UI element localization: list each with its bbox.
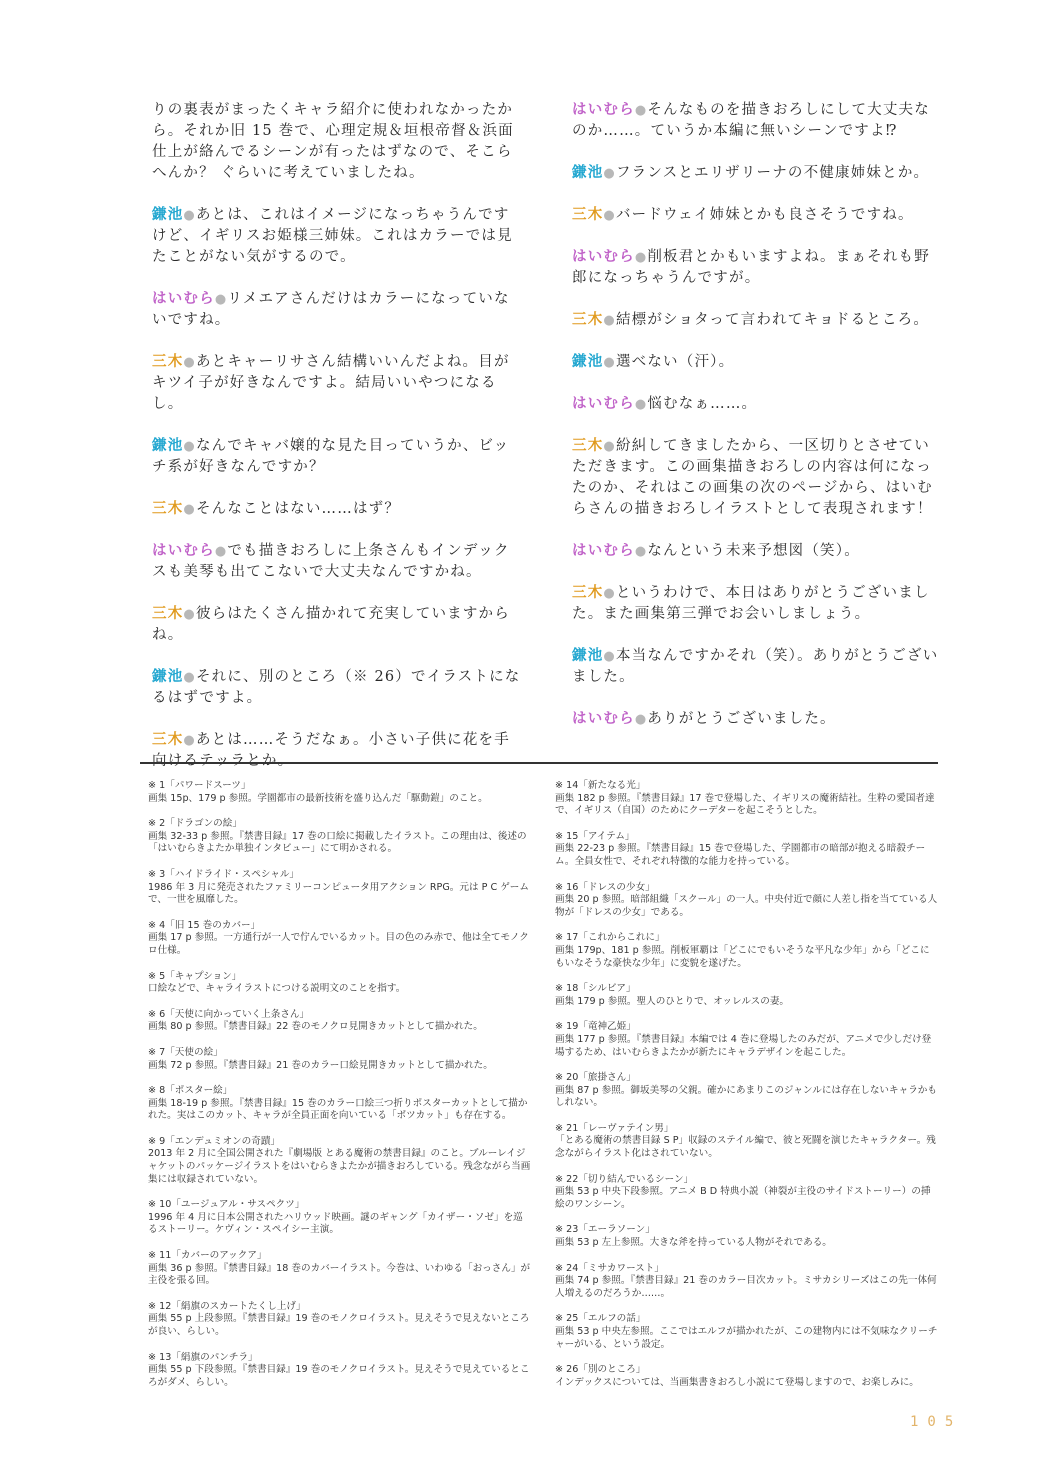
speaker-marker: ●	[603, 586, 616, 601]
footnote-body: 2013 年 2 月に全国公開された『劇場版 とある魔術の禁書目録』のこと。ブルーレイジャケットのパッケージイラストをはいむらきよたかが描きおろしている。残念ながら当画集には収録されていない。	[148, 1148, 531, 1185]
footnotes-column-left	[148, 780, 532, 1402]
footnote-body: 画集 53 p 左上参照。大きな斧を持っている人物がそれである。	[555, 1237, 832, 1249]
dialogue-text: 悩むなぁ……。	[647, 396, 758, 412]
footnote-title: ※ 11「カバーのアックア」	[148, 1250, 267, 1262]
dialogue-text: でも描きおろしに上条さんもインデックスも美琴も出てこないで大丈夫なんですかね。	[152, 543, 510, 580]
footnote-title: ※ 21「レーヴァテイン男」	[555, 1122, 674, 1134]
dialogue-text: 紛糾してきましたから、一区切りとさせていただきます。この画集描きおろしの内容は何になったのか、それはこの画集の次のページから、はいむらさんの描きおろしイラストとして表現されます！	[572, 438, 933, 517]
speaker-marker: ●	[634, 712, 648, 727]
dialogue-column-left	[152, 100, 524, 793]
footnote	[555, 1123, 939, 1161]
footnote	[148, 1352, 532, 1390]
footnote-body: 画集 179 p 参照。聖人のひとりで、オッレルスの妻。	[555, 995, 790, 1007]
dialogue-paragraph	[572, 163, 944, 184]
speaker-name: 三木	[152, 354, 184, 370]
dialogue-text: そんなものを描きおろしにして大丈夫なのか……。ていうか本編に無いシーンですよ⁉	[572, 102, 930, 139]
speaker-name: はいむら	[152, 291, 215, 307]
dialogue-text: ありがとうございました。	[647, 711, 836, 727]
footnote	[555, 932, 939, 970]
dialogue-paragraph	[152, 100, 524, 184]
dialogue-text: あとは、これはイメージになっちゃうんですけど、イギリスお姫様三姉妹。これはカラーでは見たことがない気がするので。	[152, 207, 513, 265]
footnote-title: ※ 7「天使の絵」	[148, 1046, 223, 1058]
speaker-marker: ●	[183, 733, 196, 748]
footnote-title: ※ 24「ミサカワースト」	[555, 1262, 664, 1274]
speaker-name: 鎌池	[572, 165, 604, 181]
footnote	[148, 971, 532, 996]
speaker-marker: ●	[183, 607, 196, 622]
footnote	[148, 780, 532, 805]
footnote-body: 画集 32-33 p 参照。『禁書目録』17 巻の口絵に掲載したイラスト。この理由は、後述の「はいむらきよたか単独インタビュー」にて明かされる。	[148, 830, 527, 855]
speaker-name: はいむら	[572, 102, 635, 118]
footnote	[148, 1301, 532, 1339]
footnote	[555, 1174, 939, 1212]
dialogue-text: 選べない（汗）。	[615, 354, 735, 370]
footnote-title: ※ 10「ユージュアル・サスペクツ」	[148, 1199, 305, 1211]
footnote-title: ※ 4「旧 15 巻のカバー」	[148, 919, 261, 931]
speaker-marker: ●	[603, 439, 616, 454]
dialogue-paragraph	[152, 289, 524, 331]
speaker-marker: ●	[603, 649, 616, 664]
footnote	[555, 1072, 939, 1110]
footnote-title: ※ 13「絹旗のパンチラ」	[148, 1351, 258, 1363]
speaker-name: 鎌池	[152, 669, 184, 685]
speaker-marker: ●	[634, 250, 648, 265]
speaker-name: 鎌池	[152, 438, 184, 454]
footnote-body: 画集 15p、179 p 参照。学園都市の最新技術を盛り込んだ「駆動鎧」のこと。	[148, 792, 488, 804]
dialogue-paragraph	[572, 352, 944, 373]
footnote-title: ※ 2「ドラゴンの絵」	[148, 818, 242, 830]
footnote	[148, 869, 532, 907]
footnotes-column-right	[555, 780, 939, 1402]
dialogue-text: なんでキャバ嬢的な見た目っていうか、ビッチ系が好きなんですか？	[152, 438, 510, 475]
dialogue-paragraph	[152, 499, 524, 520]
footnote-title: ※ 23「エーラソーン」	[555, 1224, 655, 1236]
dialogue-paragraph	[152, 604, 524, 646]
speaker-name: はいむら	[572, 396, 635, 412]
dialogue-text: フランスとエリザリーナの不健康姉妹とか。	[615, 165, 930, 181]
dialogue-paragraph	[572, 709, 944, 730]
dialogue-text: あとは……そうだなぁ。小さい子供に花を手向けるテッラとか。	[152, 732, 510, 769]
footnote-body: 画集 17 p 参照。一方通行が一人で佇んでいるカット。目の色のみ赤で、他は全てモノクロ仕様。	[148, 932, 529, 956]
dialogue-text: 本当なんですかそれ（笑）。ありがとうございました。	[572, 648, 939, 685]
speaker-marker: ●	[634, 397, 648, 412]
footnote-title: ※ 8「ポスター絵」	[148, 1085, 233, 1097]
footnote-title: ※ 18「シルビア」	[555, 983, 636, 995]
footnote-body: インデックスについては、当画集書きおろし小説にて登場しますので、お楽しみに。	[555, 1376, 919, 1388]
footnote	[555, 780, 939, 818]
footnote-title: ※ 3「ハイドライド・スペシャル」	[148, 868, 300, 880]
dialogue-paragraph	[572, 100, 944, 142]
footnote	[555, 882, 939, 920]
footnote-body: 1986 年 3 月に発売されたファミリーコンピュータ用アクション RPG。元は P C ゲームで、一世を風靡した。	[148, 881, 529, 906]
footnote	[555, 983, 939, 1008]
speaker-name: 三木	[572, 438, 604, 454]
footnote	[148, 1085, 532, 1123]
footnote-title: ※ 19「竜神乙姫」	[555, 1021, 636, 1033]
footnote-title: ※ 1「パワードスーツ」	[148, 780, 251, 791]
dialogue-paragraph	[572, 541, 944, 562]
section-divider	[140, 762, 938, 764]
dialogue-text: そんなことはない……はず？	[195, 501, 401, 517]
dialogue-paragraph	[152, 205, 524, 268]
speaker-name: 三木	[572, 207, 604, 223]
footnote-title: ※ 17「これからこれに」	[555, 932, 665, 944]
dialogue-text: あとキャーリサさん結構いいんだよね。目がキツイ子が好きなんですよ。結局いいやつになるし。	[152, 354, 510, 412]
dialogue-text: 結標がショタって言われてキョドるところ。	[615, 312, 930, 328]
dialogue-paragraph	[572, 247, 944, 289]
footnote	[148, 1136, 532, 1186]
footnote-body: 画集 74 p 参照。『禁書目録』21 巻のカラー目次カット。ミサカシリーズはこの先一体何人増えるのだろうか……。	[555, 1275, 937, 1299]
footnote	[148, 1199, 532, 1237]
footnote-title: ※ 5「キャプション」	[148, 970, 242, 982]
footnote-title: ※ 9「エンデュミオンの奇蹟」	[148, 1135, 281, 1147]
footnote	[555, 1224, 939, 1249]
dialogue-text: というわけで、本日はありがとうございました。また画集第三弾でお会いしましょう。	[572, 585, 930, 622]
footnote	[555, 831, 939, 869]
speaker-marker: ●	[603, 208, 616, 223]
footnote	[148, 1250, 532, 1288]
speaker-marker: ●	[183, 670, 196, 685]
speaker-marker: ●	[214, 544, 228, 559]
footnote-title: ※ 16「ドレスの少女」	[555, 881, 655, 893]
speaker-name: 三木	[152, 732, 184, 748]
speaker-name: はいむら	[572, 249, 635, 265]
footnote-body: 画集 177 p 参照。『禁書目録』本編では 4 巻に登場したのみだが、アニメで少しだけ登場するため、はいむらきよたかが新たにキャラデザインを起こした。	[555, 1033, 932, 1058]
footnote	[555, 1263, 939, 1301]
footnote-title: ※ 20「旅掛さん」	[555, 1072, 636, 1084]
dialogue-paragraph	[572, 310, 944, 331]
footnote	[555, 1313, 939, 1351]
speaker-marker: ●	[603, 166, 616, 181]
footnote-body: 画集 80 p 参照。『禁書目録』22 巻のモノクロ見開きカットとして描かれた。	[148, 1021, 483, 1033]
footnote-body: 画集 20 p 参照。暗部組織「スクール」の一人。中央付近で顔に人差し指を当てている人物が「ドレスの少女」である。	[555, 894, 938, 918]
dialogue-paragraph	[572, 583, 944, 625]
footnote	[148, 1009, 532, 1034]
footnote-body: 画集 87 p 参照。御坂美琴の父親。確かにあまりこのジャンルには存在しないキャラかもしれない。	[555, 1084, 937, 1109]
footnote-body: 画集 72 p 参照。『禁書目録』21 巻のカラー口絵見開きカットとして描かれた。	[148, 1059, 493, 1071]
footnote-title: ※ 12「絹旗のスカートたくし上げ」	[148, 1300, 306, 1312]
speaker-marker: ●	[603, 313, 616, 328]
footnote-body: 画集 36 p 参照。『禁書目録』18 巻のカバーイラスト。今巻は、いわゆる「おっさん」が主役を張る回。	[148, 1262, 531, 1287]
speaker-name: 鎌池	[152, 207, 184, 223]
footnote-body: 画集 179p、181 p 参照。削板軍覇は「どこにでもいそうな平凡な少年」から「どこにもいなそうな豪快な少年」に変貌を遂げた。	[555, 944, 930, 969]
speaker-marker: ●	[183, 439, 196, 454]
footnote	[148, 1047, 532, 1072]
footnote-title: ※ 14「新たなる光」	[555, 780, 646, 791]
footnote-body: 画集 53 p 中央下段参照。アニメ B D 特典小説（神裂が主役のサイドストーリー）の挿絵のワンシーン。	[555, 1186, 931, 1210]
dialogue-column-right	[572, 100, 944, 751]
speaker-marker: ●	[634, 103, 648, 118]
speaker-name: 三木	[152, 501, 184, 517]
footnote	[555, 1364, 939, 1389]
speaker-marker: ●	[214, 292, 228, 307]
footnote-title: ※ 6「天使に向かっていく上条さん」	[148, 1008, 310, 1020]
dialogue-paragraph	[572, 394, 944, 415]
speaker-name: 鎌池	[572, 354, 604, 370]
speaker-name: 鎌池	[572, 648, 604, 664]
footnote	[148, 818, 532, 856]
speaker-marker: ●	[183, 355, 196, 370]
dialogue-paragraph	[152, 436, 524, 478]
dialogue-paragraph	[152, 667, 524, 709]
footnote-title: ※ 26「別のところ」	[555, 1364, 646, 1376]
footnote-body: 「とある魔術の禁書目録 S P」収録のステイル編で、彼と死闘を演じたキャラクター。残念ながらイラスト化はされていない。	[555, 1135, 936, 1160]
footnote-body: 1996 年 4 月に日本公開されたハリウッド映画。謎のギャング「カイザー・ソゼ」を巡るストーリー。ケヴィン・スペイシー主演。	[148, 1211, 523, 1236]
speaker-marker: ●	[603, 355, 616, 370]
dialogue-text: リメエアさんだけはカラーになっていないですね。	[152, 291, 510, 328]
footnote-body: 画集 53 p 中央左参照。ここではエルフが描かれたが、この建物内には不気味なクリーチャーがいる、という設定。	[555, 1326, 938, 1350]
footnote-body: 口絵などで、キャライラストにつける説明文のことを指す。	[148, 983, 406, 995]
dialogue-text: りの裏表がまったくキャラ紹介に使われなかったから。それか旧 15 巻で、心理定規＆垣根帝督＆浜面仕上が絡んでるシーンが有ったはずなので、そこらへんか？ ぐらいに考えていましたね。	[152, 102, 514, 181]
dialogue-paragraph	[572, 436, 944, 520]
speaker-name: 三木	[152, 606, 184, 622]
speaker-name: はいむら	[152, 543, 215, 559]
footnote-body: 画集 182 p 参照。『禁書目録』17 巻で登場した、イギリスの魔術結社。生粋の愛国者達で、イギリス（自国）のためにクーデターを起こそうとした。	[555, 792, 935, 817]
footnote-body: 画集 22-23 p 参照。『禁書目録』15 巻で登場した、学園都市の暗部が抱える暗殺チーム。全員女性で、それぞれ特徴的な能力を持っている。	[555, 843, 926, 867]
page-number: 105	[910, 1414, 963, 1430]
dialogue-paragraph	[572, 646, 944, 688]
dialogue-text: なんという未来予想図（笑）。	[647, 543, 860, 559]
footnote-body: 画集 55 p 上段参照。『禁書目録』19 巻のモノクロイラスト。見えそうで見えないところが良い、らしい。	[148, 1313, 530, 1337]
footnote-title: ※ 22「切り結んでいるシーン」	[555, 1173, 694, 1185]
dialogue-text: バードウェイ姉妹とかも良さそうですね。	[615, 207, 914, 223]
dialogue-paragraph	[152, 541, 524, 583]
footnote-title: ※ 15「アイテム」	[555, 830, 635, 842]
footnote-title: ※ 25「エルフの話」	[555, 1313, 646, 1325]
footnote-body: 画集 18-19 p 参照。『禁書目録』15 巻のカラー口絵三つ折りポスターカットとして描かれた。実はこのカット、キャラが全員正面を向いている「ボツカット」も存在する。	[148, 1097, 528, 1122]
footnote	[148, 920, 532, 958]
speaker-marker: ●	[634, 544, 648, 559]
speaker-name: 三木	[572, 585, 604, 601]
dialogue-paragraph	[572, 205, 944, 226]
speaker-name: はいむら	[572, 711, 635, 727]
dialogue-text: 彼らはたくさん描かれて充実していますからね。	[152, 606, 510, 643]
speaker-marker: ●	[183, 208, 196, 223]
speaker-marker: ●	[183, 502, 196, 517]
dialogue-paragraph	[152, 730, 524, 772]
footnote	[555, 1021, 939, 1059]
dialogue-paragraph	[152, 352, 524, 415]
dialogue-text: 削板君とかもいますよね。まぁそれも野郎になっちゃうんですが。	[572, 249, 930, 286]
speaker-name: はいむら	[572, 543, 635, 559]
dialogue-text: それに、別のところ（※ 26）でイラストになるはずですよ。	[152, 669, 521, 706]
speaker-name: 三木	[572, 312, 604, 328]
footnote-body: 画集 55 p 下段参照。『禁書目録』19 巻のモノクロイラスト。見えそうで見えているところがダメ、らしい。	[148, 1364, 530, 1388]
